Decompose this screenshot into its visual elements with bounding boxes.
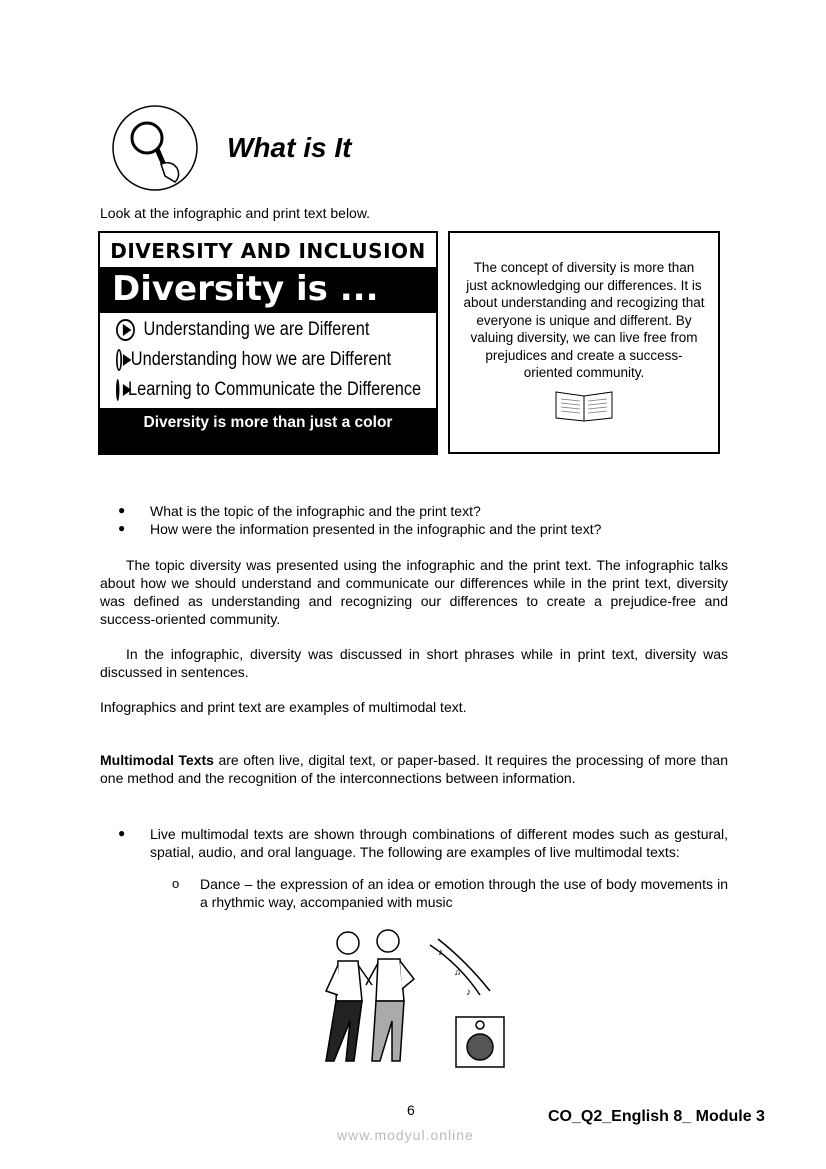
bullet-icon: ● [118,826,126,840]
definition: are often live, digital text, or paper-based. It requires the processing of more than one method and the recognition of the interconnections between information. [100,752,728,786]
magnifying-glass-icon [111,104,199,192]
intro-text: Look at the infographic and print text below. [100,205,371,221]
section-title: What is It [227,132,352,163]
infographic [98,231,438,455]
print-text: The concept of diversity is more than just acknowledging our differences. It is about understanding and recogizing that everyone is unique and different. By valuing diversity, we can live free from prejudices and create a success-oriented community. [463,260,705,380]
infographic-banner: Diversity is ... [100,267,436,313]
dancers-illustration [320,925,510,1071]
bullet-icon: ● [118,521,126,535]
sub-bullet: Dance – the expression of an idea or emotion through the use of body movements in a rhythmic way, accompanied with music [200,876,728,910]
module-code: CO_Q2_English 8_ Module 3 [548,1108,765,1125]
paragraph: In the infographic, diversity was discussed in short phrases while in print text, diversity was discussed in sentences. [100,646,728,680]
arrow-circle-icon [116,349,122,371]
arrow-circle-icon [116,319,135,341]
infographic-item [116,345,391,375]
live-bullet: Live multimodal texts are shown through combinations of different modes such as gestural, spatial, audio, and oral language. The following are examples of live multimodal texts: [150,826,728,860]
infographic-item [116,315,391,345]
term: Multimodal Texts [100,752,214,768]
paragraph: Infographics and print text are examples of multimodal text. [100,699,467,715]
infographic-item [116,375,422,405]
bullet-icon: ● [118,503,126,517]
infographic-header: DIVERSITY AND INCLUSION [110,239,426,263]
svg-text:♪: ♪ [466,987,471,998]
multimodal-definition [100,751,728,787]
paragraph: The topic diversity was presented using the infographic and the print text. The infographic talks about how we should understand and communicate our differences while in the print text, diversity was defined as understanding and recognizing our differences to create a prejudice-free and success-oriented community. [100,557,728,627]
question: How were the information presented in the infographic and the print text? [150,521,602,537]
arrow-circle-icon [116,379,119,401]
infographic-footer: Diversity is more than just a color [100,408,436,453]
circle-bullet-icon: o [172,876,180,891]
item-text: Learning to Communicate the Difference [128,379,422,400]
open-book-icon [552,388,616,424]
print-text-box [448,231,720,454]
page-number: 6 [407,1102,415,1118]
watermark: www.modyul.online [337,1127,474,1143]
item-text: Understanding we are Different [143,319,370,340]
item-text: Understanding how we are Different [130,349,392,370]
question: What is the topic of the infographic and the print text? [150,503,481,519]
svg-text:♪: ♪ [438,947,443,958]
svg-text:♫: ♫ [454,967,462,978]
